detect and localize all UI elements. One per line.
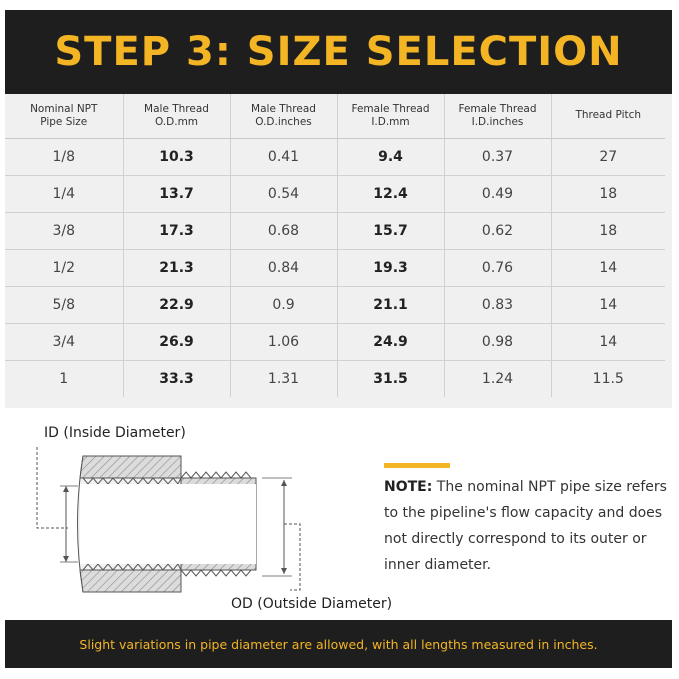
table-cell: 5/8 [5,286,123,323]
column-header: Thread Pitch [551,94,665,138]
page-title: STEP 3: SIZE SELECTION [54,29,623,75]
table-cell: 0.98 [444,323,551,360]
od-label: OD (Outside Diameter) [231,596,393,612]
table-cell: 14 [551,323,665,360]
table-cell: 0.37 [444,138,551,175]
table-cell: 0.84 [230,249,337,286]
table-cell: 0.54 [230,175,337,212]
table-cell: 24.9 [337,323,444,360]
table-cell: 3/4 [5,323,123,360]
table-cell: 1/2 [5,249,123,286]
table-cell: 26.9 [123,323,230,360]
table-cell: 1/4 [5,175,123,212]
id-label: ID (Inside Diameter) [44,425,186,441]
column-header: Female Thread I.D.inches [444,94,551,138]
table-cell: 0.49 [444,175,551,212]
note-accent-bar [384,463,450,468]
table-cell: 1.31 [230,360,337,397]
note-label: NOTE: [384,479,433,495]
table-cell: 10.3 [123,138,230,175]
table-cell: 17.3 [123,212,230,249]
table-cell: 1/8 [5,138,123,175]
table-cell: 0.83 [444,286,551,323]
footer-text: Slight variations in pipe diameter are allowed, with all lengths measured in inches. [79,636,598,652]
table-cell: 15.7 [337,212,444,249]
note-body: The nominal NPT pipe size refers to the pipeline's flow capacity and does not directly correspond to its outer or inner diameter. [384,479,667,573]
note-text [384,474,674,578]
table-cell: 19.3 [337,249,444,286]
table-cell: 21.3 [123,249,230,286]
column-header: Nominal NPT Pipe Size [5,94,123,138]
table-cell: 21.1 [337,286,444,323]
column-header: Male Thread O.D.mm [123,94,230,138]
table-cell: 14 [551,249,665,286]
table-cell: 31.5 [337,360,444,397]
table-cell: 0.68 [230,212,337,249]
table-cell: 0.62 [444,212,551,249]
table-cell: 18 [551,212,665,249]
table-cell: 0.41 [230,138,337,175]
table-cell: 13.7 [123,175,230,212]
column-header: Female Thread I.D.mm [337,94,444,138]
table-cell: 1 [59,370,69,387]
table-cell: 11.5 [551,360,665,397]
table-cell: 22.9 [123,286,230,323]
table-cell: 3/8 [5,212,123,249]
table-cell: 9.4 [337,138,444,175]
table-cell: 14 [551,286,665,323]
table-cell: 12.4 [337,175,444,212]
table-cell: 1.24 [444,360,551,397]
table-cell: 27 [551,138,665,175]
footer-banner [5,620,672,668]
table-cell: 18 [551,175,665,212]
table-cell: 33.3 [123,360,230,397]
table-cell: 1.06 [230,323,337,360]
table-cell: 0.76 [444,249,551,286]
table-cell: 0.9 [230,286,337,323]
column-header: Male Thread O.D.inches [230,94,337,138]
